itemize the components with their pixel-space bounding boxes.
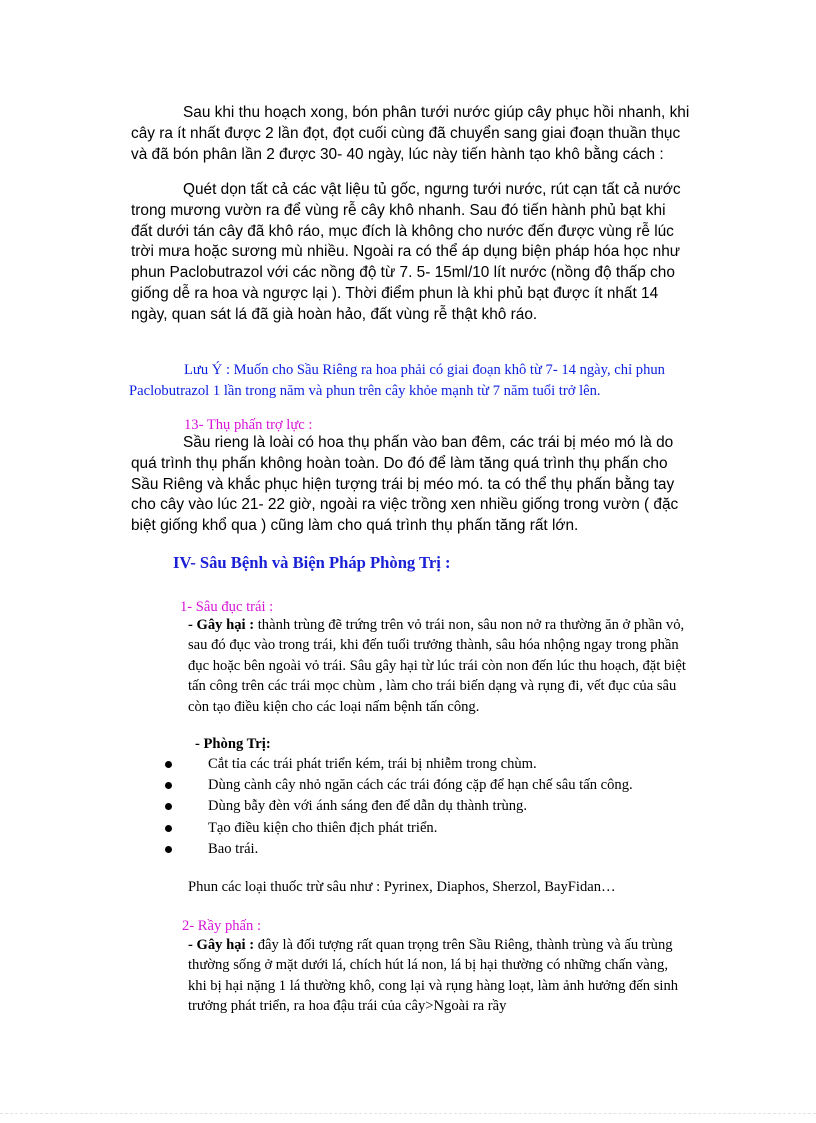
list-item-text: Dùng cành cây nhỏ ngăn cách các trái đóng cặp để hạn chế sâu tấn công. xyxy=(208,777,633,794)
bullet-icon xyxy=(165,825,172,832)
list-item xyxy=(163,775,633,796)
list-item-text: Cắt tỉa các trái phát triển kém, trái bị nhiễm trong chùm. xyxy=(208,756,537,772)
paragraph-drying-method: Quét dọn tất cả các vật liệu tủ gốc, ngưng tưới nước, rút cạn tất cả nước trong mương vườn ra để vùng rễ cây khô nhanh. Sau đó tiến hành phủ bạt khi đất dưới tán cây đã khô ráo, mục đích là không cho nước đến được vùng rễ lúc trời mưa hoặc sương mù nhiều. Ngoài ra có thể áp dụng biện pháp hóa học như phun Paclobutrazol với các nồng độ từ 7. 5- 15ml/10 lít nước (nồng độ thấp cho giống dễ ra hoa và ngược lại ). Thời điểm phun là khi phủ bạt được ít nhất 14 ngày, quan sát lá đã già hoàn hảo, đất vùng rễ thật khô ráo. xyxy=(131,181,681,323)
list-item-text: Bao trái. xyxy=(208,840,259,857)
pest1-damage-text: thành trùng đẽ trứng trên vỏ trái non, sâu non nở ra thường ăn ở phần vỏ, sau đó đục vào trong trái, khi đến tuổi trưởng thành, sâu hóa nhộng ngay trong phần đục hoặc bên ngoài vỏ trái. Sâu gây hại từ lúc trái còn non đến lúc thu hoạch, đặt biệt tấn công trên các trái mọc chùm , làm cho trái biến dạng và rụng đi, vết đục của sâu còn tạo điều kiện cho các loại nấm bệnh tấn công. xyxy=(188,617,686,715)
pest2-damage-text: đây là đối tượng rất quan trọng trên Sầu Riêng, thành trùng và ấu trùng thường sống ở mặt dưới lá, chích hút lá non, lá bị hại thường có những chấn vàng, khi bị hại nặng 1 lá thường khô, cong lại và rụng hàng loạt, làm ảnh hưởng đến sinh trưởng phát triển, ra hoa đậu trái của cây>Ngoài ra rầy xyxy=(188,937,679,1015)
pest2-title: 2- Rầy phấn : xyxy=(182,918,262,934)
pest1-control-label-text: - Phòng Trị: xyxy=(195,736,271,752)
bullet-icon xyxy=(165,761,172,768)
pest2-damage-label: - Gây hại : xyxy=(188,937,255,953)
paragraph-pollination: Sầu rieng là loài có hoa thụ phấn vào ban đêm, các trái bị méo mó là do quá trình thụ phấn không hoàn toàn. Do đó để làm tăng quá trình thụ phấn cho Sầu Riêng và khắc phục hiện tượng trái bị méo mó. ta có thể thụ phấn bằng tay cho cây vào lúc 21- 22 giờ, ngoài ra việc trồng xen nhiều giống trong vườn ( đặc biệt giống khổ qua ) cũng làm cho quá trình thụ phấn tăng rất lớn. xyxy=(131,434,679,535)
list-item xyxy=(163,818,633,839)
list-item-text: Dùng bẫy đèn với ánh sáng đen để dẫn dụ thành trùng. xyxy=(208,798,527,815)
bullet-icon xyxy=(165,782,172,789)
note-paragraph: Lưu Ý : Muốn cho Sầu Riêng ra hoa phải có giai đoạn khô từ 7- 14 ngày, chỉ phun Paclobutrazol 1 lần trong năm và phun trên cây khỏe mạnh từ 7 năm tuổi trở lên. xyxy=(129,362,665,399)
list-item xyxy=(163,754,633,775)
page-bottom-divider xyxy=(0,1113,816,1114)
pest1-damage-label: - Gây hại : xyxy=(188,617,255,633)
heading-pollination: 13- Thụ phấn trợ lực : xyxy=(184,417,313,433)
section-title-pests: IV- Sâu Bệnh và Biện Pháp Phòng Trị : xyxy=(173,553,451,572)
paragraph-post-harvest: Sau khi thu hoạch xong, bón phân tưới nước giúp cây phục hồi nhanh, khi cây ra ít nhất được 2 lần đọt, đọt cuối cùng đã chuyển sang giai đoạn thuần thục và đã bón phân lần 2 được 30- 40 ngày, lúc này tiến hành tạo khô bằng cách : xyxy=(131,104,690,163)
list-item xyxy=(163,839,633,860)
bullet-icon xyxy=(165,846,172,853)
pest1-title: 1- Sâu đục trái : xyxy=(180,599,274,615)
pest1-control-label xyxy=(195,734,271,754)
list-item-text: Tạo điều kiện cho thiên địch phát triển. xyxy=(208,819,438,836)
pest1-control-list xyxy=(163,754,633,860)
list-item xyxy=(163,796,633,817)
pest2-damage xyxy=(188,935,688,1017)
pest1-spray-text: Phun các loại thuốc trừ sâu như : Pyrinex, Diaphos, Sherzol, BayFidan… xyxy=(188,879,616,895)
pest1-damage xyxy=(188,615,688,717)
bullet-icon xyxy=(165,803,172,810)
